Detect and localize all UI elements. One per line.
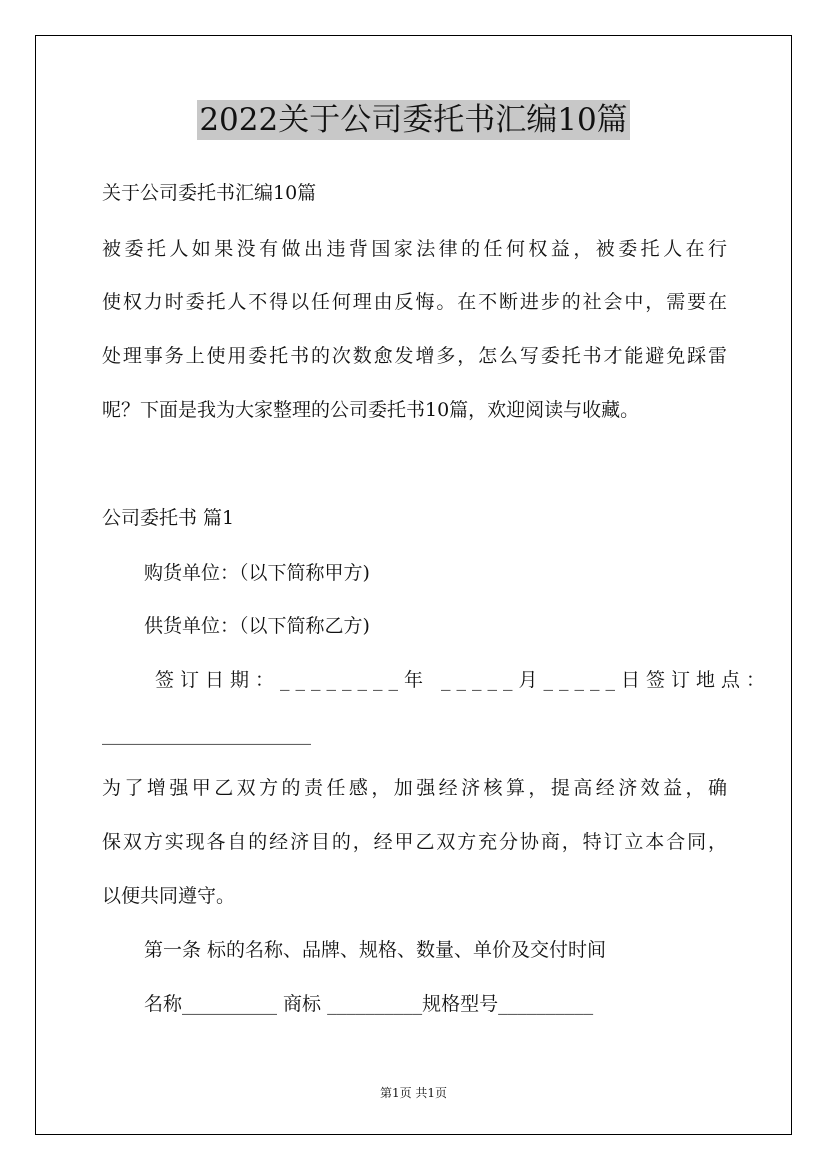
document-title: 2022关于公司委托书汇编10篇 <box>199 102 628 138</box>
fields-line: 名称__________ 商标 __________规格型号__________ <box>144 993 594 1015</box>
intro-line-4: 呢？下面是我为大家整理的公司委托书10篇，欢迎阅读与收藏。 <box>102 399 640 421</box>
intro-line-1: 被委托人如果没有做出违背国家法律的任何权益，被委托人在行 <box>102 238 727 260</box>
article-1-heading: 第一条 标的名称、品牌、规格、数量、单价及交付时间 <box>144 939 607 961</box>
purpose-line-2: 保双方实现各自的经济目的，经甲乙双方充分协商，特订立本合同， <box>102 831 727 853</box>
sign-date-place-line <box>155 668 772 692</box>
buyer-line: 购货单位：（以下简称甲方) <box>144 562 370 584</box>
intro-line-2: 使权力时委托人不得以任何理由反悔。在不断进步的社会中，需要在 <box>102 291 727 313</box>
sign-date: 签订日期：________年 _____月_____日 <box>155 669 647 691</box>
page-footer: 第1页 共1页 <box>379 1086 448 1100</box>
document-subtitle: 关于公司委托书汇编10篇 <box>102 182 317 204</box>
sign-place-label: 签订地点： <box>646 669 772 691</box>
supplier-line: 供货单位：（以下简称乙方) <box>144 615 370 637</box>
intro-line-3: 处理事务上使用委托书的次数愈发增多，怎么写委托书才能避免踩雷 <box>102 345 727 367</box>
sign-place-blank: ______________________ <box>102 723 311 745</box>
purpose-line-1: 为了增强甲乙双方的责任感，加强经济核算，提高经济效益，确 <box>102 777 727 799</box>
title-container <box>0 100 827 140</box>
purpose-line-3: 以便共同遵守。 <box>102 885 236 907</box>
section-heading: 公司委托书 篇1 <box>102 507 235 529</box>
